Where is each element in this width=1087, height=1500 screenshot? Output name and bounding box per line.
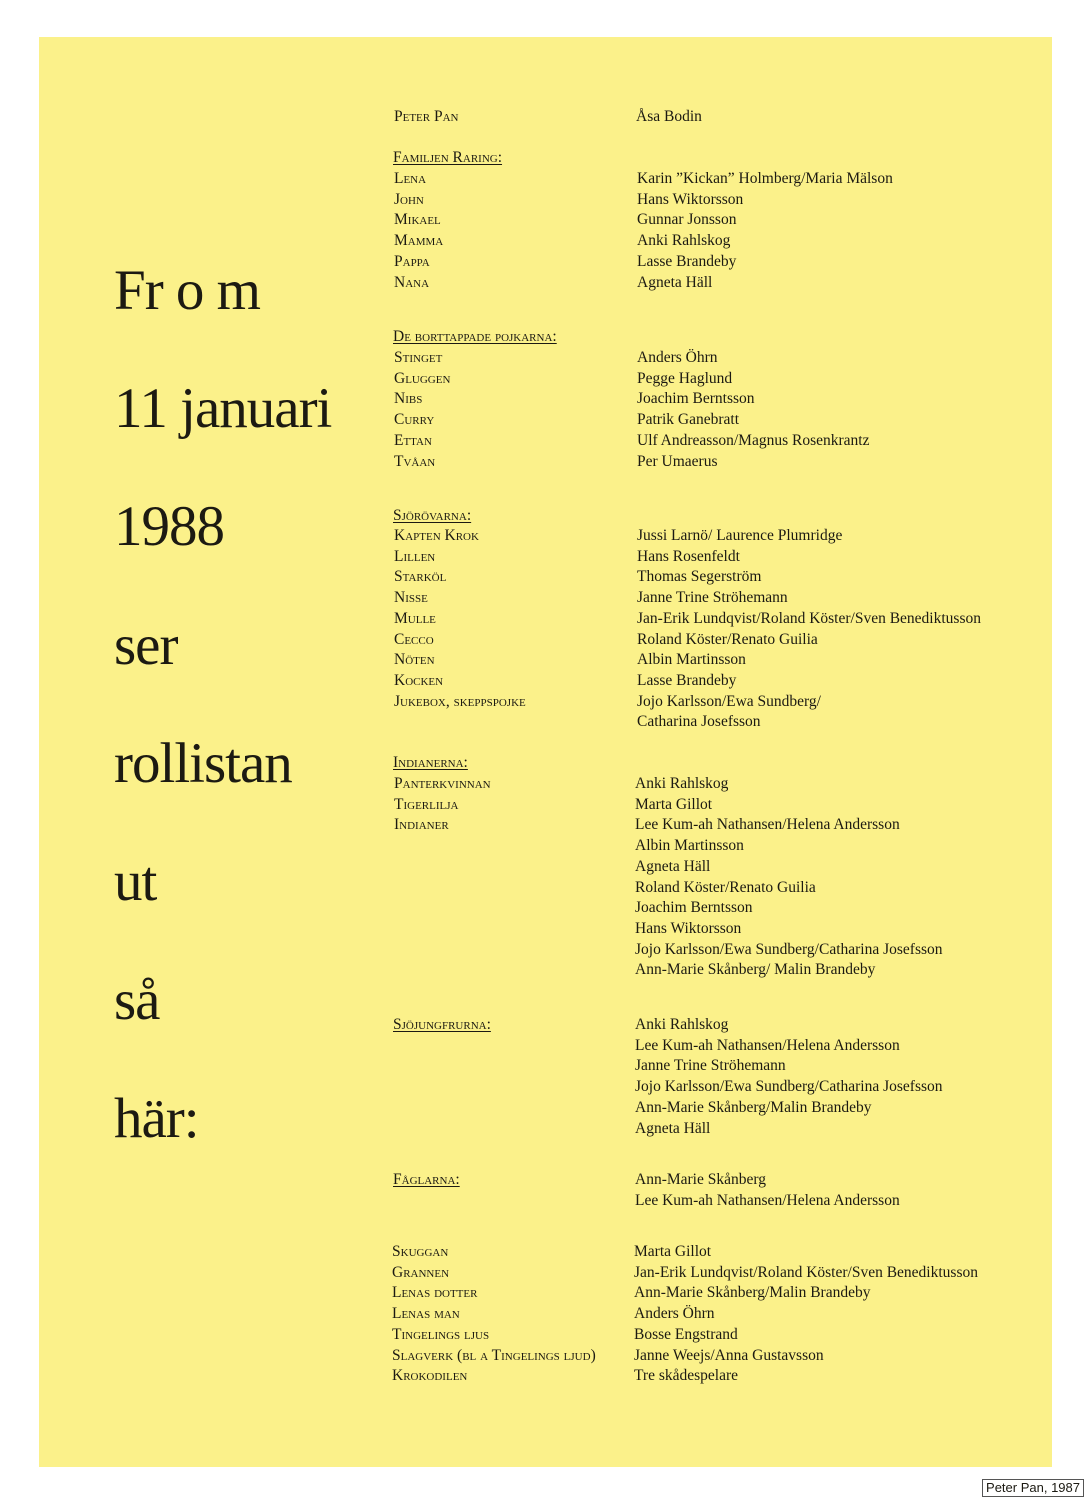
headline-line: ser [114,614,178,677]
lead-actor: Åsa Bodin [636,108,702,125]
role-name: Nibs [394,390,423,408]
actor-name: Catharina Josefsson [637,713,761,731]
role-name: Mamma [394,232,444,250]
role-name: Krokodilen [392,1367,468,1385]
actor-name: Anders Öhrn [637,349,718,366]
actor-name: Patrik Ganebratt [637,411,740,429]
actor-name: Lee Kum-ah Nathansen/Helena Andersson [635,1036,900,1054]
actor-name: Ulf Andreasson/Magnus Rosenkrantz [637,431,870,449]
actor-name: Joachim Berntsson [635,899,753,917]
role-name: Nana [394,273,430,291]
role-name: Stinget [394,349,443,366]
actor-name: Lee Kum-ah Nathansen/Helena Andersson [635,1191,900,1209]
role-name: Nisse [394,589,428,607]
actor-name: Jojo Karlsson/Ewa Sundberg/ [637,692,821,710]
role-name: Pappa [394,252,430,270]
role-name: Cecco [394,630,434,648]
actor-name: Jojo Karlsson/Ewa Sundberg/Catharina Josefsson [635,1078,943,1096]
actor-name: Hans Wiktorsson [637,190,744,208]
role-name: Lenas dotter [392,1284,478,1302]
headline-line: 1988 [114,495,224,558]
actor-name: Jan-Erik Lundqvist/Roland Köster/Sven Benediktusson [637,609,981,627]
section-title-text: Fåglarna: [393,1171,460,1188]
actor-name: Roland Köster/Renato Guilia [635,878,816,896]
role-name: Slagverk (bl a Tingelings ljud) [392,1346,596,1364]
role-name: Jukebox, skeppspojke [394,692,526,710]
headline-line: 11 januari [114,377,332,440]
role-name: Mulle [394,609,436,627]
role-name: Lenas man [392,1305,460,1323]
lead-role: Peter Pan [394,108,459,125]
actor-name: Janne Weejs/Anna Gustavsson [634,1346,824,1364]
actor-name: Anki Rahlskog [635,775,729,792]
actor-name: Lasse Brandeby [637,671,737,689]
section-title-text: De borttappade pojkarna: [393,328,557,345]
role-name: Gluggen [394,369,451,387]
section-title-text: Indianerna: [393,754,468,771]
actor-name: Anki Rahlskog [637,232,731,250]
headline-line: rollistan [114,732,292,795]
section-title-text: Sjörövarna: [393,507,472,524]
role-name: Lillen [394,547,436,565]
actor-name: Janne Trine Ströhemann [637,589,788,607]
actor-name: Thomas Segerström [637,568,762,586]
section-title-text: Familjen Raring: [393,149,503,166]
section-title [393,328,557,346]
actor-name: Albin Martinsson [637,651,746,669]
role-name: Tvåan [394,452,436,470]
role-name: Kocken [394,671,444,689]
section-title [393,754,468,772]
actor-name: Albin Martinsson [635,837,744,855]
section-title [393,507,471,525]
actor-name: Lee Kum-ah Nathansen/Helena Andersson [635,816,900,834]
actor-name: Hans Wiktorsson [635,919,742,937]
actor-name: Bosse Engstrand [634,1325,738,1343]
actor-name: Agneta Häll [635,1119,711,1137]
actor-name: Anders Öhrn [634,1305,715,1323]
actor-name: Roland Köster/Renato Guilia [637,630,818,648]
actor-name: Marta Gillot [635,795,713,813]
headline-line: här: [114,1087,199,1150]
actor-name: Ann-Marie Skånberg/ Malin Brandeby [635,961,876,979]
section-title-text: Sjöjungfrurna: [393,1016,491,1033]
role-name: John [394,190,424,208]
actor-name: Anki Rahlskog [635,1016,729,1033]
actor-name: Ann-Marie Skånberg/Malin Brandeby [634,1284,871,1302]
actor-name: Joachim Berntsson [637,390,755,408]
actor-name: Hans Rosenfeldt [637,547,740,565]
headline-line: Fr o m [114,259,261,322]
actor-name: Jussi Larnö/ Laurence Plumridge [637,527,843,544]
role-name: Kapten Krok [394,527,479,544]
section-title [393,1016,491,1034]
role-name: Grannen [392,1263,450,1281]
role-name: Nöten [394,651,435,669]
actor-name: Jan-Erik Lundqvist/Roland Köster/Sven Benediktusson [634,1263,978,1281]
role-name: Starköl [394,568,447,586]
actor-name: Ann-Marie Skånberg/Malin Brandeby [635,1098,872,1116]
actor-name: Per Umaerus [637,452,718,470]
role-name: Indianer [394,816,449,834]
role-name: Curry [394,411,435,429]
actor-name: Agneta Häll [635,857,711,875]
section-title [393,149,502,167]
actor-name: Ann-Marie Skånberg [635,1171,767,1188]
headline-line: så [114,969,160,1032]
actor-name: Agneta Häll [637,273,713,291]
actor-name: Karin ”Kickan” Holmberg/Maria Mälson [637,170,893,187]
headline-line: ut [114,850,157,913]
role-name: Mikael [394,211,441,229]
actor-name: Tre skådespelare [634,1367,739,1385]
role-name: Tingelings ljus [392,1325,490,1343]
role-name: Ettan [394,431,432,449]
actor-name: Pegge Haglund [637,369,733,387]
role-name: Lena [394,170,427,187]
image-caption: Peter Pan, 1987 [982,1479,1084,1497]
actor-name: Gunnar Jonsson [637,211,737,229]
actor-name: Marta Gillot [634,1243,712,1260]
role-name: Panterkvinnan [394,775,491,792]
section-title [393,1171,460,1189]
role-name: Skuggan [392,1243,449,1260]
actor-name: Lasse Brandeby [637,252,737,270]
actor-name: Janne Trine Ströhemann [635,1057,786,1075]
actor-name: Jojo Karlsson/Ewa Sundberg/Catharina Josefsson [635,940,943,958]
role-name: Tigerlilja [394,795,459,813]
